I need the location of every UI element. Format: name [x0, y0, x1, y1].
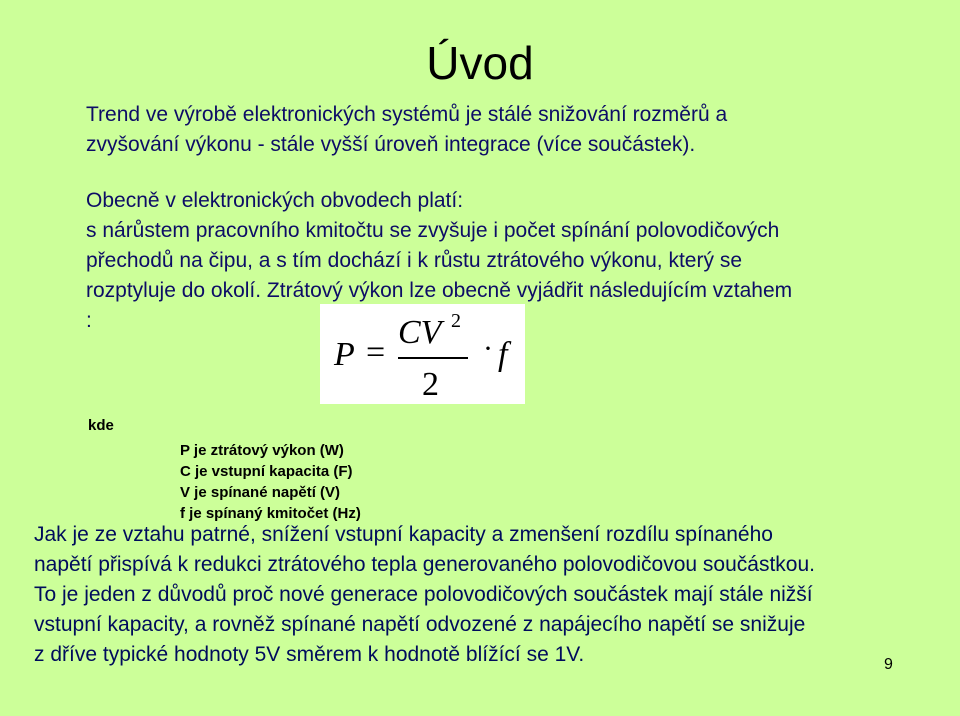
- definition-item: V je spínané napětí (V): [180, 484, 341, 501]
- intro-line: zvyšování výkonu - stále vyšší úroveň integrace (více součástek).: [86, 133, 696, 156]
- formula-denominator: 2: [422, 366, 439, 403]
- conclusion-paragraph: [34, 520, 815, 670]
- conclusion-line: napětí přispívá k redukci ztrátového tepla generovaného polovodičovou součástkou.: [34, 553, 815, 576]
- page-number: 9: [884, 656, 893, 673]
- definitions-list: [180, 440, 361, 524]
- where-label: kde: [88, 417, 114, 434]
- formula-exponent: 2: [451, 310, 461, 332]
- definition-item: P je ztrátový výkon (W): [180, 442, 344, 459]
- general-line: přechodů na čipu, a s tím dochází i k růstu ztrátového výkonu, který se: [86, 249, 742, 272]
- formula-equals: =: [366, 334, 386, 371]
- general-line: s nárůstem pracovního kmitočtu se zvyšuje i počet spínání polovodičových: [86, 219, 780, 242]
- intro-paragraph: [86, 100, 727, 160]
- intro-line: Trend ve výrobě elektronických systémů je stálé snižování rozměrů a: [86, 103, 728, 126]
- conclusion-line: z dříve typické hodnoty 5V směrem k hodnotě blížící se 1V.: [34, 643, 585, 666]
- conclusion-line: To je jeden z důvodů proč nové generace polovodičových součástek mají stále nižší: [34, 583, 813, 606]
- formula-lhs: P: [334, 336, 355, 373]
- formula-numerator: CV: [398, 314, 442, 351]
- definition-item: C je vstupní kapacita (F): [180, 463, 353, 480]
- formula-factor: f: [498, 336, 508, 373]
- slide-title: Úvod: [426, 37, 534, 89]
- definition-item: f je spínaný kmitočet (Hz): [180, 505, 361, 522]
- general-line: rozptyluje do okolí. Ztrátový výkon lze obecně vyjádřit následujícím vztahem: [86, 279, 793, 302]
- conclusion-line: Jak je ze vztahu patrné, snížení vstupní kapacity a zmenšení rozdílu spínaného: [34, 523, 773, 546]
- conclusion-line: vstupní kapacity, a rovněž spínané napětí odvozené z napájecího napětí se snižuje: [34, 613, 806, 636]
- fraction-bar: [398, 357, 468, 359]
- formula-dot: ·: [483, 332, 493, 365]
- power-formula: [320, 304, 525, 404]
- general-line: :: [86, 309, 92, 332]
- general-line: Obecně v elektronických obvodech platí:: [86, 189, 464, 212]
